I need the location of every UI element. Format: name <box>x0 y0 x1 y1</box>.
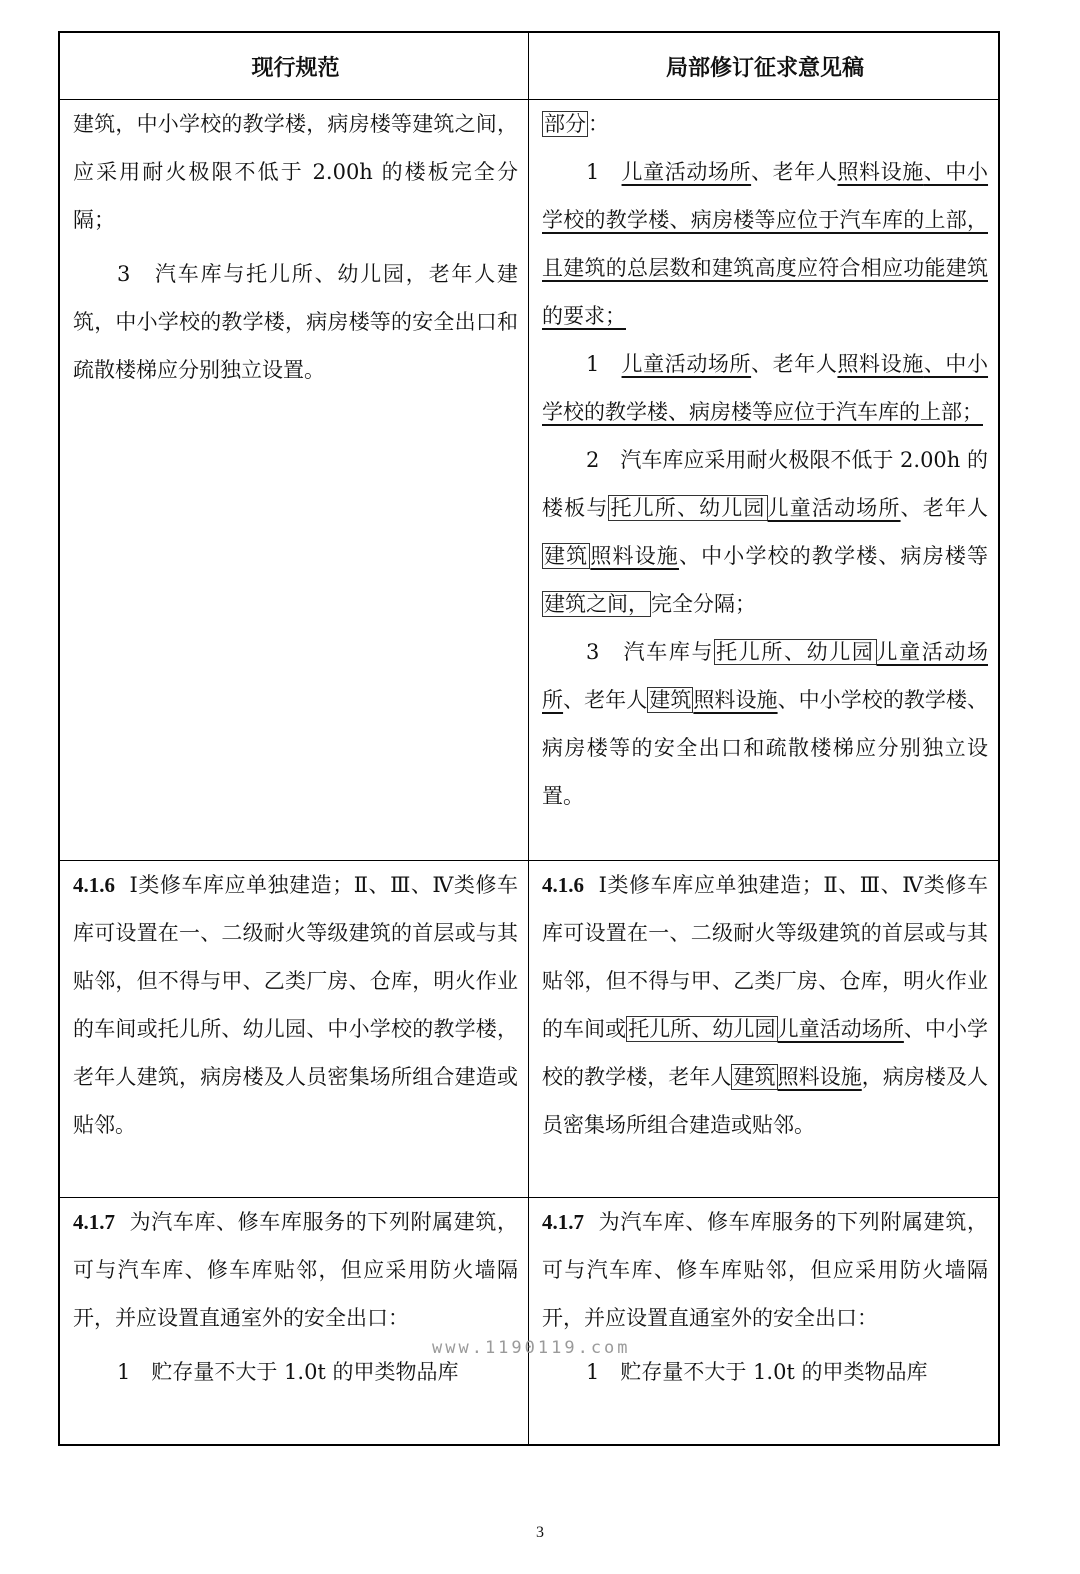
deleted-text-box: 托儿所、幼儿园 <box>610 496 766 520</box>
revision-item-3 <box>542 628 988 820</box>
clause-4-1-6-current <box>73 861 518 1149</box>
current-spec-paragraph: 建筑，中小学校的教学楼，病房楼等建筑之间，应采用耐火极限不低于 2.00h 的楼板完全分隔； <box>73 112 518 232</box>
inserted-text: 照料设施 <box>777 1065 862 1089</box>
clause-text: Ⅰ类修车库应单独建造；Ⅱ、Ⅲ、Ⅳ类修车库可设置在一、二级耐火等级建筑的首层或与其贴邻，但不得与甲、乙类厂房、仓库，明火作业的车间或 <box>542 873 988 1041</box>
table-row <box>60 1197 998 1444</box>
inserted-text: 照料设施 <box>837 160 924 184</box>
clause-4-1-7-item-1: 1 贮存量不大于 1.0t 的甲类物品库 <box>117 1360 459 1384</box>
revision-paragraph-0 <box>542 100 988 148</box>
text-run: 、中小学校的教学楼、病房楼等的安全出口和疏散楼梯应分别独立设置。 <box>542 688 989 808</box>
inserted-text: 照料设施 <box>837 352 924 376</box>
inserted-text: 儿童活动场所 <box>542 640 988 712</box>
revision-item-2 <box>542 436 988 628</box>
clause-text: 为汽车库、修车库服务的下列附属建筑，可与汽车库、修车库贴邻，但应采用防火墙隔开，并应设置直通室外的安全出口： <box>542 1210 988 1330</box>
clause-number: 4.1.7 <box>73 1210 115 1234</box>
text-run: ： <box>588 112 609 136</box>
text-run: 3 汽车库与 <box>586 640 715 664</box>
clause-number: 4.1.7 <box>542 1210 584 1234</box>
revision-cell <box>529 100 998 860</box>
deleted-text-box: 建筑 <box>649 688 692 712</box>
inserted-text: 儿童活动场所 <box>621 160 752 184</box>
inserted-text: 照料设施 <box>590 544 679 568</box>
watermark: www.1190119.com <box>432 1338 631 1358</box>
clause-number: 4.1.6 <box>73 873 115 897</box>
text-run: 完全分隔； <box>651 592 756 616</box>
deleted-text-box: 建筑之间， <box>544 592 649 616</box>
clause-text: Ⅰ类修车库应单独建造；Ⅱ、Ⅲ、Ⅳ类修车库可设置在一、二级耐火等级建筑的首层或与其贴邻，但不得与甲、乙类厂房、仓库，明火作业的车间或托儿所、幼儿园、中小学校的教学楼，老年人建筑，病房楼及人员密集场所组合建造或贴邻。 <box>73 873 518 1137</box>
inserted-text: 照料设施 <box>693 688 778 712</box>
item-number: 1 <box>586 352 622 376</box>
deleted-text-box: 部分 <box>544 112 586 136</box>
clause-4-1-6-revision <box>542 861 988 1149</box>
clause-4-1-7-revision <box>542 1198 988 1342</box>
revision-item-1-new <box>542 148 988 340</box>
text-run: 2 汽车库应采用耐火极限不低于 2.00h 的楼板与 <box>542 448 988 520</box>
current-spec-cell <box>60 1198 529 1444</box>
current-spec-item-3: 3 汽车库与托儿所、幼儿园，老年人建筑，中小学校的教学楼，病房楼等的安全出口和疏散楼梯应分别独立设置。 <box>73 262 518 382</box>
revision-cell <box>529 1198 998 1444</box>
deleted-text-box: 托儿所、幼儿园 <box>716 640 875 664</box>
header-revision-draft: 局部修订征求意见稿 <box>665 55 864 81</box>
comparison-table <box>58 31 1000 1446</box>
table-row <box>60 99 998 860</box>
page-number: 3 <box>536 1524 544 1541</box>
clause-text: 为汽车库、修车库服务的下列附属建筑，可与汽车库、修车库贴邻，但应采用防火墙隔开，并应设置直通室外的安全出口： <box>73 1210 518 1330</box>
clause-4-1-7-current <box>73 1198 518 1342</box>
clause-text: 、中小学校的教学楼，老年人 <box>542 1017 989 1089</box>
text-run: 、老年人 <box>900 496 989 520</box>
text-run: 、中小学校的教学楼、病房楼等 <box>678 544 989 568</box>
clause-text: ，病房楼及人员密集场所组合建造或贴邻。 <box>542 1065 989 1137</box>
inserted-text: 、中小学校的教学楼、病房楼等应位于汽车库的上部，且建筑的总层数和建筑高度应符合相应功能建筑的要求； <box>542 160 989 328</box>
revision-cell <box>529 861 998 1197</box>
text-run: 、老年人 <box>751 352 838 376</box>
deleted-text-box: 托儿所、幼儿园 <box>628 1017 776 1041</box>
text-run: 、老年人 <box>751 160 838 184</box>
current-spec-cell <box>60 861 529 1197</box>
deleted-text-box: 建筑 <box>733 1065 776 1089</box>
header-current-spec: 现行规范 <box>60 33 529 99</box>
text-run: 、老年人 <box>563 688 648 712</box>
inserted-text: 儿童活动场所 <box>767 496 901 520</box>
current-spec-cell <box>60 100 529 860</box>
inserted-text: 、中小学校的教学楼、病房楼等应位于汽车库的上部； <box>542 352 989 424</box>
deleted-text-box: 建筑 <box>544 544 589 568</box>
revision-item-1 <box>542 340 988 436</box>
clause-4-1-7-item-1: 1 贮存量不大于 1.0t 的甲类物品库 <box>586 1360 928 1384</box>
clause-number: 4.1.6 <box>542 873 584 897</box>
inserted-text: 儿童活动场所 <box>621 352 752 376</box>
item-number: 1 <box>586 160 622 184</box>
inserted-text: 儿童活动场所 <box>777 1017 904 1041</box>
table-row <box>60 860 998 1197</box>
table-header-row <box>60 33 998 99</box>
